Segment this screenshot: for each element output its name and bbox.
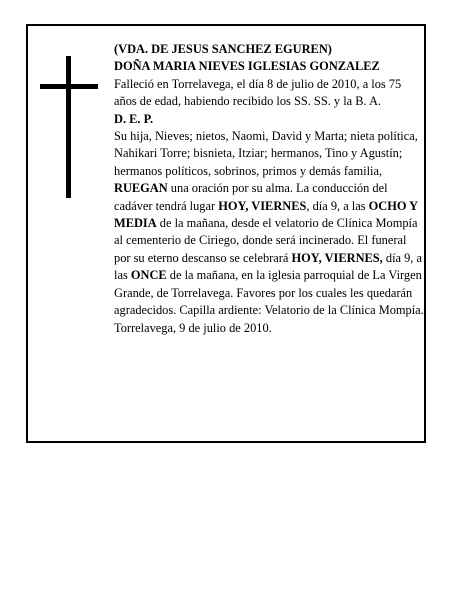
cross-vertical-bar	[66, 56, 71, 198]
ceremony-text-e: de la mañana, en la iglesia parroquial de La Virgen Grande, de Torrelavega. Favores por los cuales les quedarán agradecidos. Capilla ardiente: Velatorio de la Clínica Mompía.	[114, 268, 424, 318]
family-list: Su hija, Nieves; nietos, Naomi, David y Marta; nieta política, Nahikari Torre; bisnieta, Itziar; hermanos, Tino y Agustín; hermanos políticos, sobrinos, primos y demás familia,	[114, 129, 418, 178]
ceremony-text-a: una oración por su alma. La conducción del cadáver tendrá lugar	[114, 181, 388, 213]
ruegan-text: RUEGAN	[114, 181, 168, 196]
today-friday-text-2: HOY, VIERNES,	[291, 250, 383, 265]
ceremony-text-d: día 9, a las	[114, 250, 423, 283]
deceased-name: DOÑA MARIA NIEVES IGLESIAS GONZALEZ	[114, 59, 380, 74]
eleven-text: ONCE	[130, 268, 167, 283]
dep-line: D. E. P.	[114, 111, 154, 126]
ceremony-text-c: de la mañana, desde el velatorio de Clínica Mompía al cementerio de Ciriego, donde será incinerado. El funeral por su eterno descanso se celebrará	[114, 216, 418, 265]
cross-icon	[40, 56, 98, 198]
eight-thirty-text: OCHO Y MEDIA	[114, 198, 418, 231]
ceremony-paragraph	[114, 180, 424, 319]
obituary-text	[114, 41, 424, 337]
cross-horizontal-bar	[40, 84, 98, 89]
ceremony-text-b: , día 9, a las	[306, 198, 369, 213]
closing-date: Torrelavega, 9 de julio de 2010.	[114, 320, 272, 335]
today-friday-text: HOY, VIERNES	[218, 198, 307, 213]
obituary-frame	[26, 24, 426, 443]
widow-header: (VDA. DE JESUS SANCHEZ EGUREN)	[114, 42, 332, 56]
death-info: Falleció en Torrelavega, el día 8 de julio de 2010, a los 75 años de edad, habiendo recibido los SS. SS. y la B. A.	[114, 76, 402, 109]
